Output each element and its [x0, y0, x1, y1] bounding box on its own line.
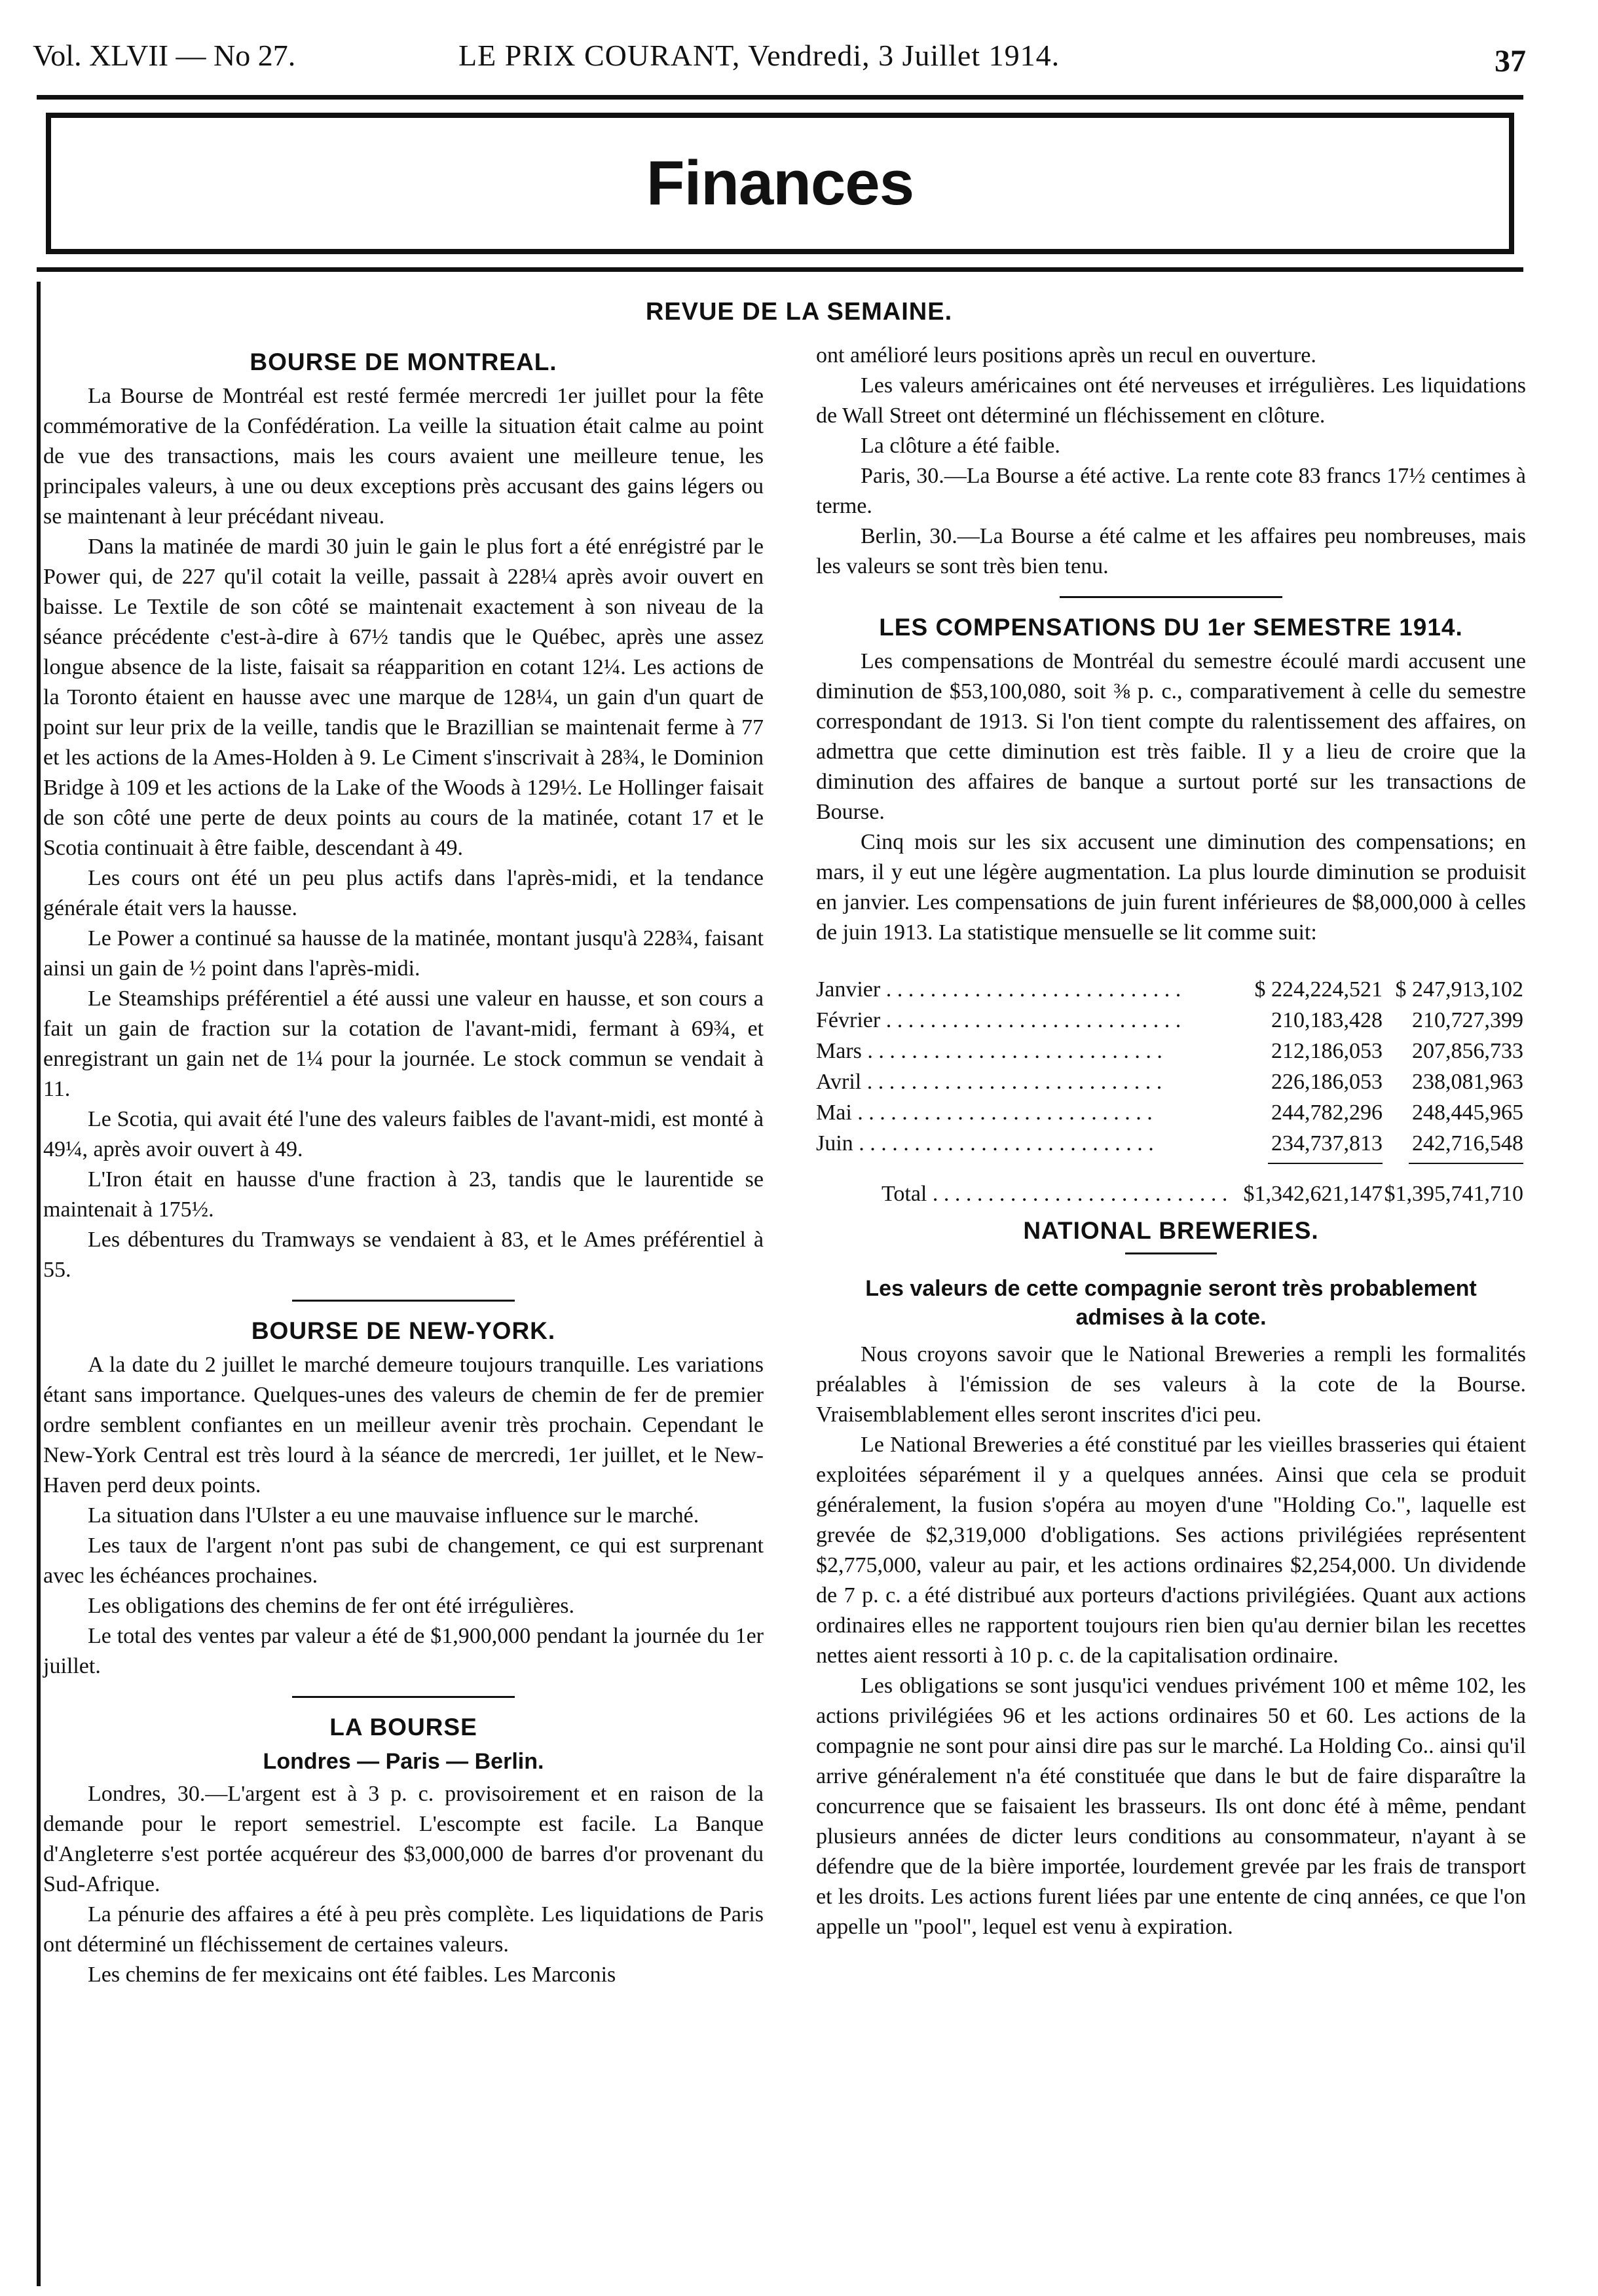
value-1913: 242,716,548 — [1412, 1131, 1523, 1156]
continued-line: ont amélioré leurs positions après un recul en ouverture. — [816, 343, 1316, 367]
month-label: Février . . . — [816, 1005, 1242, 1036]
article-paragraph: La situation dans l'Ulster a eu une mauvaise influence sur le marché. — [88, 1503, 699, 1528]
section-title-frame — [46, 113, 1514, 254]
table-row — [816, 1097, 1526, 1128]
article-paragraph: Les débentures du Tramways se vendaient à 83, et le Ames préférentiel à 55. — [43, 1228, 764, 1282]
article-paragraph: Les cours ont été un peu plus actifs dans l'après-midi, et la tendance générale était vers la hausse. — [43, 866, 764, 920]
month-label: Janvier . . . — [816, 974, 1242, 1005]
section-divider — [292, 1696, 515, 1698]
total-1913: $1,395,741,710 — [1384, 1182, 1523, 1206]
total-label: Total . . . — [816, 1178, 1242, 1209]
article-paragraph: Cinq mois sur les six accusent une diminution des compensations; en mars, il y eut une légère augmentation. La plus lourde diminution se produisit en janvier. Les compensations de juin furent inférieures de $8,000,000 à celles de juin 1913. La statistique mensuelle se lit comme suit: — [816, 830, 1526, 945]
value-1913: $ 247,913,102 — [1395, 977, 1523, 1002]
value-1914: 234,737,813 — [1271, 1131, 1383, 1156]
page-header — [33, 26, 1526, 85]
article-paragraph: Londres, 30.—L'argent est à 3 p. c. provisoirement et en raison de la demande pour le report semestriel. L'escompte est facile. La Banque d'Angleterre s'est portée acquéreur des $3,000,000 de barres d'or provenant du Sud-Afrique. — [43, 1782, 764, 1896]
article-paragraph: Les taux de l'argent n'ont pas subi de changement, ce qui est surprenant avec les échéances prochaines. — [43, 1534, 764, 1588]
month-label: Mai . . . — [816, 1097, 1242, 1128]
total-1914: $1,342,621,147 — [1243, 1182, 1383, 1206]
section-title: Finances — [646, 148, 914, 218]
article-paragraph: La clôture a été faible. — [861, 434, 1060, 458]
montreal-heading: BOURSE DE MONTREAL. — [250, 348, 557, 375]
month-label: Juin . . . — [816, 1128, 1242, 1159]
article-paragraph: Le total des ventes par valeur a été de $1,900,000 pendant la journée du 1er juillet. — [43, 1624, 764, 1678]
article-paragraph: Les valeurs américaines ont été nerveuses et irrégulières. Les liquidations de Wall Street ont déterminé un fléchissement en clôture. — [816, 373, 1526, 428]
article-paragraph: Les compensations de Montréal du semestre écoulé mardi accusent une diminution de $53,100,080, soit ⅜ p. c., comparativement à celle du semestre correspondant de 1913. Si l'on tient compte du ralentissement des affaires, on admettra que cette diminution est très faible. Il y a lieu de croire que la diminution des affaires de banque a surtout porté sur les transactions de Bourse. — [816, 649, 1526, 824]
value-1914: 226,186,053 — [1271, 1070, 1383, 1094]
article-paragraph: L'Iron était en hausse d'une fraction à 23, tandis que le laurentide se maintenait à 175½. — [43, 1167, 764, 1222]
article-paragraph: Berlin, 30.—La Bourse a été calme et les affaires peu nombreuses, mais les valeurs se sont très bien tenu. — [816, 524, 1526, 578]
article-paragraph: Dans la matinée de mardi 30 juin le gain le plus fort a été enrégistré par le Power qui, de 227 qu'il cotait la veille, passait à 228¼ après avoir ouvert en baisse. Le Textile de son côté se maintenait exactement à son niveau de la séance précédente c'est-à-dire à 67½ tandis que le Québec, après une assez longue absence de la liste, faisait sa réapparition en cotant 12¼. Les actions de la Toronto étaient en hausse avec une marque de 128¼, un gain d'un quart de point sur leur prix de la veille, tandis que le Brazillian se maintenait ferme à 77 et les actions de la Ames-Holden à 9. Le Ciment s'inscrivait à 28¾, le Dominion Bridge à 109 et les actions de la Lake of the Woods à 129½. Le Hollinger faisait de son côté une perte de deux points au cours de la matinée, cotant 17 et le Scotia continuait à être faible, descendant à 49. — [43, 535, 764, 860]
section-divider — [1125, 1252, 1217, 1254]
table-row — [816, 1005, 1526, 1036]
section-divider — [1060, 596, 1282, 598]
article-paragraph: Nous croyons savoir que le National Breweries a rempli les formalités préalables à l'émission de ses valeurs à la cote de la Bourse. Vraisemblablement elles seront inscrites d'ici peu. — [816, 1342, 1526, 1427]
table-row — [816, 1036, 1526, 1066]
table-total-row — [816, 1178, 1526, 1209]
article-paragraph: Paris, 30.—La Bourse a été active. La rente cote 83 francs 17½ centimes à terme. — [816, 464, 1526, 518]
article-paragraph: Le Steamships préférentiel a été aussi une valeur en hausse, et son cours a fait un gain de fraction sur la cotation de l'avant-midi, fermant à 69¾, et enregistrant un gain net de 1¼ pour la journée. Le stock commun se vendait à 11. — [43, 987, 764, 1101]
main-heading: REVUE DE LA SEMAINE. — [645, 298, 953, 326]
newyork-heading: BOURSE DE NEW-YORK. — [251, 1317, 556, 1344]
article-paragraph: La pénurie des affaires a été à peu près complète. Les liquidations de Paris ont déterminé un fléchissement de certaines valeurs. — [43, 1902, 764, 1957]
table-row — [816, 974, 1526, 1005]
right-column — [816, 341, 1526, 1942]
article-paragraph: Les chemins de fer mexicains ont été faibles. Les Marconis — [88, 1963, 616, 1987]
article-paragraph: La Bourse de Montréal est resté fermée mercredi 1er juillet pour la fête commémorative de la Confédération. La veille la situation était calme au point de vue des transactions, mais les cours avaient une meilleure tenue, les principales valeurs, à une ou deux exceptions près accusant des gains légers ou se maintenant à leur précédant niveau. — [43, 384, 764, 529]
article-paragraph: Le Power a continué sa hausse de la matinée, montant jusqu'à 228¾, faisant ainsi un gain de ½ point dans l'après-midi. — [43, 926, 764, 981]
month-label: Mars . . . — [816, 1036, 1242, 1066]
bourse-heading: LA BOURSE — [329, 1714, 477, 1741]
table-row — [816, 1128, 1526, 1159]
volume-number: Vol. XLVII — No 27. — [33, 39, 296, 72]
month-label: Avril . . . — [816, 1066, 1242, 1097]
value-1913: 238,081,963 — [1412, 1070, 1523, 1094]
bourse-subheading: Londres — Paris — Berlin. — [263, 1749, 544, 1774]
article-paragraph: Le Scotia, qui avait été l'une des valeurs faibles de l'avant-midi, est monté à 49¼, après avoir ouvert à 49. — [43, 1107, 764, 1161]
value-1913: 248,445,965 — [1412, 1101, 1523, 1125]
page-number: 37 — [1495, 44, 1526, 79]
value-1914: 212,186,053 — [1271, 1039, 1383, 1063]
total-separator — [816, 1163, 1526, 1164]
value-1913: 207,856,733 — [1412, 1039, 1523, 1063]
table-row — [816, 1066, 1526, 1097]
value-1914: $ 224,224,521 — [1254, 977, 1383, 1002]
breweries-subheading: Les valeurs de cette compagnie seront très probablement admises à la cote. — [865, 1276, 1477, 1330]
compensations-heading: LES COMPENSATIONS DU 1er SEMESTRE 1914. — [879, 614, 1463, 641]
value-1913: 210,727,399 — [1412, 1008, 1523, 1032]
article-paragraph: Les obligations des chemins de fer ont été irrégulières. — [88, 1594, 575, 1618]
publication-dateline: LE PRIX COURANT, Vendredi, 3 Juillet 1914. — [458, 39, 1060, 72]
article-paragraph: Le National Breweries a été constitué par les vieilles brasseries qui étaient exploitées séparément il y a quelques années. Ainsi que cela se produit généralement, la fusion s'opéra au moyen d'une "Holding Co.", laquelle est grevée de $2,319,000 d'obligations. Ses actions privilégiées représentent $2,775,000, valeur au pair, et les actions ordinaires $2,254,000. Un dividende de 7 p. c. a été distribué aux porteurs d'actions privilégiées. Quant aux actions ordinaires elles ne rapportent toujours rien bien qu'au dernier bilan les recettes nettes aient ressorti à 10 p. c. de la capitalisation ordinaire. — [816, 1433, 1526, 1668]
breweries-heading: NATIONAL BREWERIES. — [1023, 1217, 1319, 1244]
compensations-table — [816, 974, 1526, 1209]
section-title-box — [37, 95, 1523, 272]
article-paragraph: A la date du 2 juillet le marché demeure toujours tranquille. Les variations étant sans importance. Quelques-unes des valeurs de chemin de fer de premier ordre semblent confiantes en un meilleur avenir très prochain. Cependant le New-York Central est très lourd à la séance de mercredi, 1er juillet, et le New-Haven perd deux points. — [43, 1353, 764, 1497]
value-1914: 244,782,296 — [1271, 1101, 1383, 1125]
article-paragraph: Les obligations se sont jusqu'ici vendues privément 100 et même 102, les actions privilégiées 96 et les actions ordinaires 50 et 60. Les actions de la compagnie ne sont pour ainsi dire pas sur le marché. La Holding Co.. ainsi qu'il arrive généralement n'a été constituée que dans le but de faire disparaître la concurrence que se faisaient les brasseurs. Ils ont donc été à même, pendant plusieurs années de dicter leurs conditions au consommateur, n'ayant à se défendre que de la bière importée, lourdement grevée par les frais de transport et les droits. Les actions furent liées par une entente de cinq années, ce que l'on appelle un "pool", lequel est venu à expiration. — [816, 1674, 1526, 1939]
left-column — [43, 341, 764, 1990]
page-edge-rule — [37, 282, 41, 2286]
value-1914: 210,183,428 — [1271, 1008, 1383, 1032]
section-divider — [292, 1300, 515, 1302]
